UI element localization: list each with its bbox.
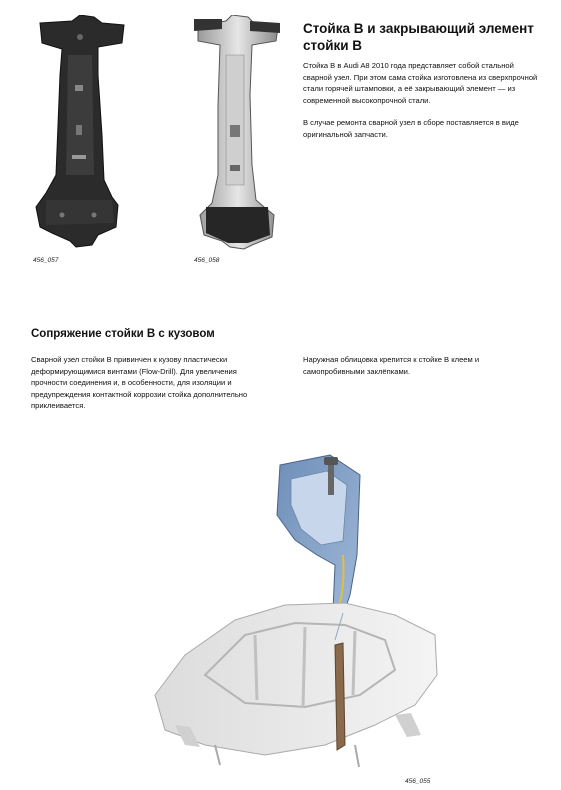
figure-caption-left: 456_057 (33, 257, 59, 264)
page-title: Стойка В и закрывающий элемент стойки В (303, 21, 534, 53)
figure-caption-bottom: 456_055 (405, 778, 431, 785)
section-title: Сопряжение стойки В с кузовом (31, 328, 215, 340)
pillar-inner-photo (32, 15, 130, 250)
section-right-text: Наружная облицовка крепится к стойке В клеем и самопробивными заклёпками. (303, 355, 480, 376)
figure-caption-right: 456_058 (194, 257, 220, 264)
intro-paragraph: Стойка В в Audi A8 2010 года представляет собой стальной сварной узел. При этом сама стойка изготовлена из сверхпрочной стали горячей штамповки, а её закрывающий элемент — из современной высокопрочной стали. (303, 61, 538, 105)
section-left-text: Сварной узел стойки В привинчен к кузову пластически деформирующимися винтами (Flow-Drill). Для увеличения прочности соединения и, в особенности, для изоляции и предупреждения контактной коррозии стойка дополнительно приклеивается. (31, 355, 248, 410)
repair-paragraph: В случае ремонта сварной узел в сборе поставляется в виде оригинальной запчасти. (303, 118, 519, 139)
pillar-outer-photo (192, 15, 282, 250)
body-joint-illustration (145, 445, 445, 775)
